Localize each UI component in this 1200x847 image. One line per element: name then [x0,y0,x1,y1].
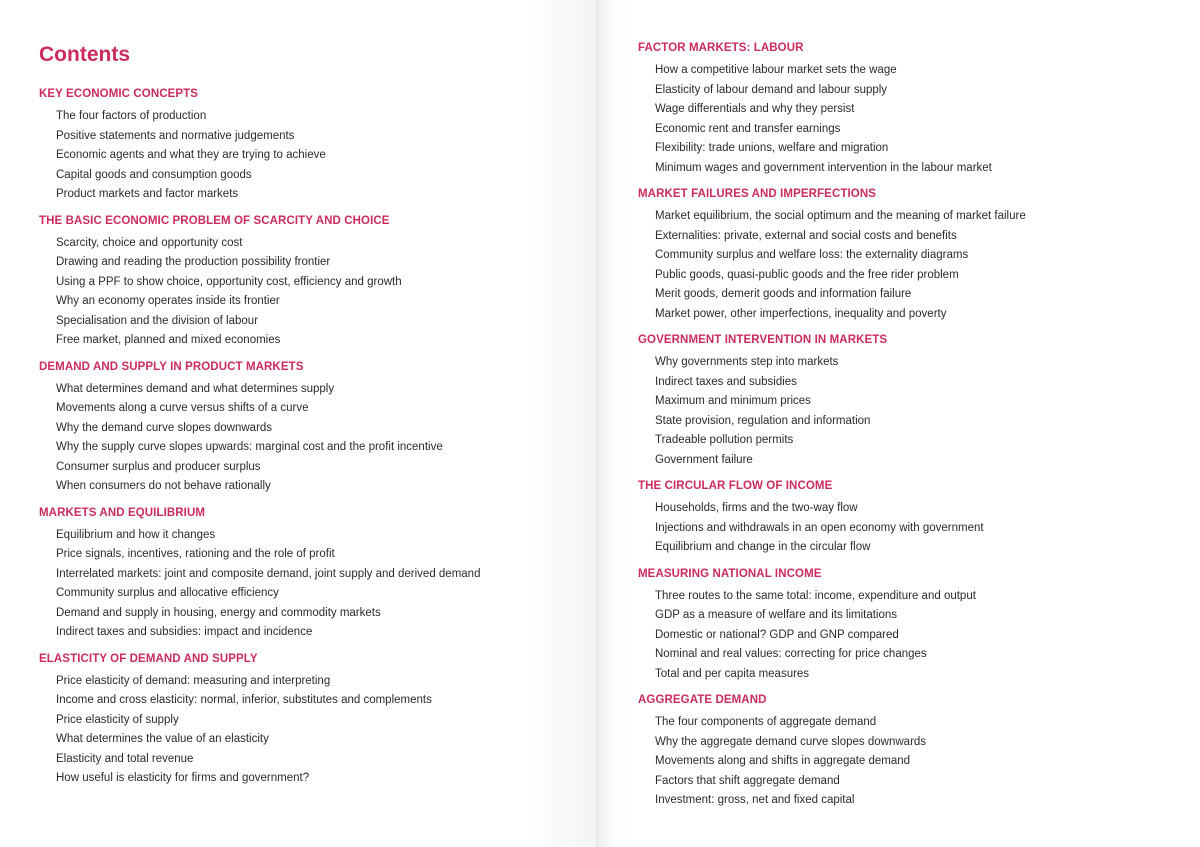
section-heading: THE CIRCULAR FLOW OF INCOME [638,480,833,492]
contents-item: Free market, planned and mixed economies [56,334,281,346]
section-items [638,587,1180,685]
contents-item: Scarcity, choice and opportunity cost [56,236,243,249]
left-contents-list [39,87,578,789]
contents-item: Economic rent and transfer earnings [655,122,841,135]
contents-item: Why the aggregate demand curve slopes downwards [655,735,927,748]
right-page [598,0,1200,847]
contents-item: Public goods, quasi-public goods and the free rider problem [655,268,959,281]
section-items [39,672,578,789]
contents-item: Indirect taxes and subsidies: impact and incidence [56,626,313,638]
contents-item: Price elasticity of supply [56,713,179,726]
contents-item: Positive statements and normative judgements [56,129,295,142]
contents-item: Price signals, incentives, rationing and the role of profit [56,548,335,560]
section-items [39,107,578,205]
contents-item: Why an economy operates inside its frontier [56,295,280,307]
contents-item: Community surplus and allocative efficiency [56,587,279,599]
contents-item: Specialisation and the division of labour [56,314,259,327]
section-heading: MEASURING NATIONAL INCOME [638,567,822,580]
section-heading: KEY ECONOMIC CONCEPTS [39,88,199,100]
contents-item: Investment: gross, net and fixed capital [655,794,855,806]
contents-item: Demand and supply in housing, energy and commodity markets [56,606,381,619]
contents-item: What determines demand and what determines supply [56,382,335,395]
contents-item: What determines the value of an elasticity [56,733,269,745]
contents-section [39,506,578,643]
contents-item: Nominal and real values: correcting for price changes [655,648,927,660]
contents-item: Tradeable pollution permits [655,434,794,446]
contents-section [39,214,578,351]
contents-item: Elasticity of labour demand and labour supply [655,83,888,96]
contents-item: Households, firms and the two-way flow [655,502,858,514]
section-heading: MARKETS AND EQUILIBRIUM [39,506,206,519]
section-heading: MARKET FAILURES AND IMPERFECTIONS [638,188,876,200]
page-title: Contents [39,43,130,66]
contents-item: Drawing and reading the production possibility frontier [56,256,331,268]
contents-item: Why the demand curve slopes downwards [56,421,273,434]
section-heading: ELASTICITY OF DEMAND AND SUPPLY [39,652,258,665]
contents-item: Merit goods, demerit goods and information failure [655,288,912,300]
contents-section [638,567,1180,685]
section-items [638,353,1180,470]
contents-item: Consumer surplus and producer surplus [56,460,261,473]
section-heading: DEMAND AND SUPPLY IN PRODUCT MARKETS [39,360,304,373]
contents-item: Injections and withdrawals in an open economy with government [655,521,984,534]
contents-item: When consumers do not behave rationally [56,480,271,492]
contents-item: Externalities: private, external and social costs and benefits [655,229,957,242]
contents-item: Income and cross elasticity: normal, inferior, substitutes and complements [56,694,432,706]
contents-item: Flexibility: trade unions, welfare and migration [655,142,889,154]
section-items [638,207,1180,324]
section-items [638,713,1180,811]
contents-section [638,693,1180,811]
contents-item: Indirect taxes and subsidies [655,375,797,388]
section-heading: THE BASIC ECONOMIC PROBLEM OF SCARCITY AND CHOICE [39,214,390,227]
contents-item: State provision, regulation and information [655,414,871,427]
contents-item: Market equilibrium, the social optimum and the meaning of market failure [655,210,1026,222]
contents-item: GDP as a measure of welfare and its limitations [655,609,898,621]
contents-item: Elasticity and total revenue [56,752,194,765]
contents-item: Government failure [655,453,753,466]
contents-section [39,87,578,205]
contents-item: Domestic or national? GDP and GNP compared [655,628,899,641]
right-contents-list [638,41,1180,811]
section-items [638,61,1180,178]
contents-item: Factors that shift aggregate demand [655,774,840,787]
contents-item: Economic agents and what they are trying to achieve [56,149,326,161]
contents-section [638,187,1180,324]
contents-section [638,41,1180,178]
contents-item: The four factors of production [56,110,207,122]
contents-section [638,479,1180,558]
contents-section [638,333,1180,470]
section-items [39,234,578,351]
contents-item: Why the supply curve slopes upwards: marginal cost and the profit incentive [56,441,443,453]
contents-item: Product markets and factor markets [56,188,239,200]
contents-item: Maximum and minimum prices [655,395,811,407]
contents-item: Equilibrium and how it changes [56,528,216,541]
contents-item: Community surplus and welfare loss: the externality diagrams [655,249,969,261]
left-page [0,0,598,847]
section-items [638,499,1180,558]
contents-item: Minimum wages and government intervention in the labour market [655,161,992,174]
contents-item: How useful is elasticity for firms and government? [56,772,310,784]
contents-item: Market power, other imperfections, inequality and poverty [655,307,947,320]
section-items [39,380,578,497]
contents-item: Price elasticity of demand: measuring and interpreting [56,674,331,687]
section-items [39,526,578,643]
contents-item: Why governments step into markets [655,356,839,368]
contents-item: How a competitive labour market sets the wage [655,64,897,76]
contents-item: Movements along a curve versus shifts of a curve [56,402,309,414]
contents-item: Three routes to the same total: income, expenditure and output [655,589,976,602]
contents-section [39,360,578,497]
contents-item: Using a PPF to show choice, opportunity cost, efficiency and growth [56,275,402,288]
contents-item: Interrelated markets: joint and composite demand, joint supply and derived demand [56,567,481,580]
contents-section [39,652,578,789]
contents-item: Movements along and shifts in aggregate demand [655,755,911,767]
section-heading: GOVERNMENT INTERVENTION IN MARKETS [638,334,888,346]
section-heading: FACTOR MARKETS: LABOUR [638,42,804,54]
contents-item: Wage differentials and why they persist [655,103,855,115]
section-heading: AGGREGATE DEMAND [638,694,767,706]
contents-item: Equilibrium and change in the circular flow [655,541,871,553]
contents-item: Total and per capita measures [655,667,810,680]
contents-item: Capital goods and consumption goods [56,168,252,181]
contents-item: The four components of aggregate demand [655,716,877,728]
